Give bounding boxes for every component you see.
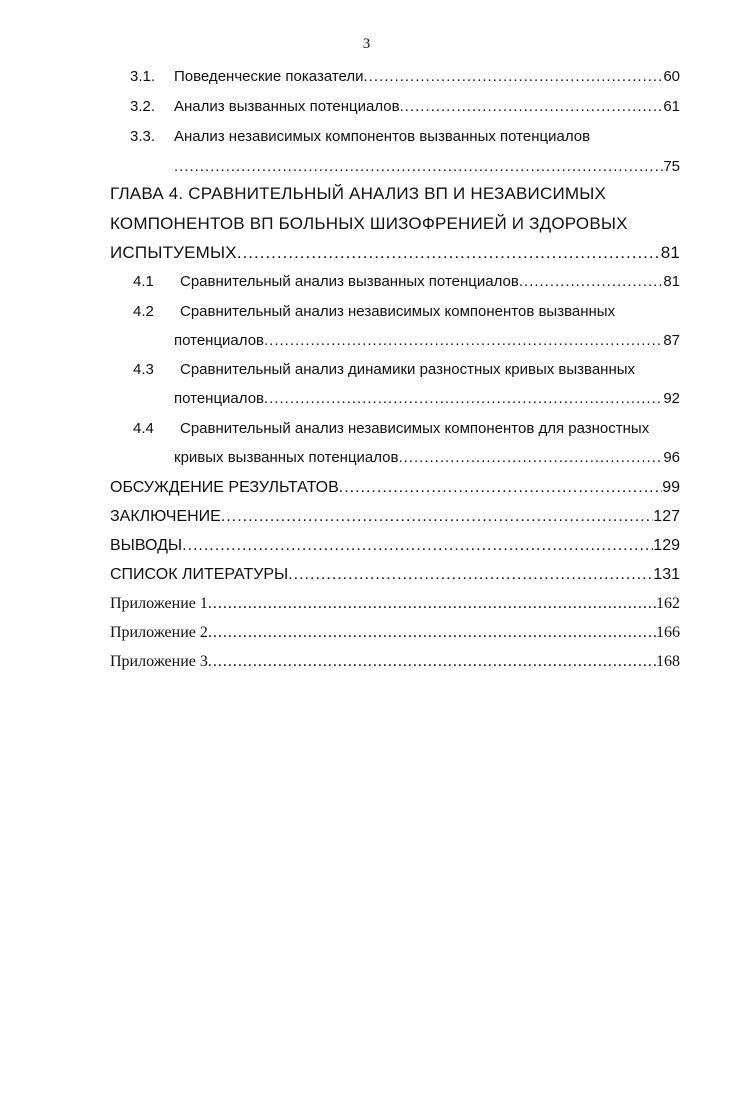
toc-entry-4-2-title[interactable]: Сравнительный анализ независимых компонентов вызванных — [180, 303, 616, 320]
toc-entry-title: СПИСОК ЛИТЕРАТУРЫ — [110, 566, 289, 583]
toc-entry-4-3[interactable] — [174, 389, 680, 409]
toc-entry-4-3-title[interactable]: Сравнительный анализ динамики разностных кривых вызванных — [180, 361, 636, 378]
chapter-4-title-line-2[interactable]: КОМПОНЕНТОВ ВП БОЛЬНЫХ ШИЗОФРЕНИЕЙ И ЗДОРОВЫХ — [110, 214, 628, 233]
toc-entry-appendix-3[interactable] — [110, 652, 680, 672]
toc-entry-3-1[interactable] — [174, 67, 680, 87]
toc-entry-appendix-1[interactable] — [110, 594, 680, 614]
toc-entry-references[interactable] — [110, 565, 680, 585]
toc-entry-title: ОБСУЖДЕНИЕ РЕЗУЛЬТАТОВ — [110, 479, 339, 496]
toc-entry-conclusion[interactable] — [110, 507, 680, 527]
toc-entry-title: ВЫВОДЫ — [110, 537, 183, 554]
toc-page: 99 — [662, 479, 680, 496]
toc-page: 81 — [663, 273, 680, 290]
section-number: 4.4 — [133, 420, 154, 437]
toc-entry-4-2[interactable] — [174, 331, 680, 351]
leader-dots — [221, 507, 653, 527]
toc-entry-title: Приложение 2 — [110, 624, 208, 641]
toc-page: 162 — [656, 595, 680, 612]
toc-entry-3-2[interactable] — [174, 97, 680, 117]
toc-entry-findings[interactable] — [110, 536, 680, 556]
toc-entry-chapter-4[interactable] — [110, 243, 680, 263]
leader-dots — [264, 331, 663, 351]
leader-dots — [400, 97, 664, 117]
section-number: 3.2. — [130, 98, 156, 115]
section-number: 3.1. — [130, 68, 156, 85]
toc-page: 131 — [653, 566, 680, 583]
toc-entry-4-4-title[interactable]: Сравнительный анализ независимых компонентов для разностных — [180, 420, 650, 437]
leader-dots — [399, 448, 664, 468]
leader-dots — [364, 67, 664, 87]
toc-entry-title: потенциалов — [174, 390, 265, 407]
toc-entry-title: кривых вызванных потенциалов — [174, 449, 399, 466]
toc-page: 96 — [663, 449, 680, 466]
toc-entry-discussion[interactable] — [110, 478, 680, 498]
leader-dots — [519, 272, 664, 292]
toc-entry-4-1[interactable] — [180, 272, 680, 292]
leader-dots — [264, 389, 663, 409]
leader-dots — [237, 243, 661, 263]
leader-dots — [208, 594, 656, 614]
toc-entry-title: Поведенческие показатели — [174, 68, 364, 85]
section-number: 4.3 — [133, 361, 154, 378]
toc-entry-title: потенциалов — [174, 332, 265, 349]
page-number: 3 — [362, 36, 371, 52]
toc-page: 92 — [663, 390, 680, 407]
toc-page: 81 — [660, 243, 680, 262]
toc-page: 61 — [663, 98, 680, 115]
toc-page: 166 — [656, 624, 680, 641]
toc-page: 75 — [663, 158, 680, 175]
toc-entry-title: Приложение 3 — [110, 653, 208, 670]
leader-dots — [182, 536, 653, 556]
toc-entry-title: Анализ вызванных потенциалов — [174, 98, 400, 115]
leader-dots — [208, 623, 656, 643]
toc-entry-4-4[interactable] — [174, 448, 680, 468]
toc-entry-title: ИСПЫТУЕМЫХ — [110, 243, 237, 262]
toc-page: 129 — [653, 537, 680, 554]
leader-dots — [339, 478, 662, 498]
toc-entry-3-3[interactable] — [174, 157, 680, 177]
toc-page: 60 — [663, 68, 680, 85]
section-number: 3.3. — [130, 128, 156, 145]
toc-entry-appendix-2[interactable] — [110, 623, 680, 643]
toc-entry-title: Сравнительный анализ вызванных потенциалов — [180, 273, 519, 290]
section-number: 4.1 — [133, 273, 154, 290]
leader-dots — [174, 157, 663, 177]
chapter-4-title-line-1[interactable]: ГЛАВА 4. СРАВНИТЕЛЬНЫЙ АНАЛИЗ ВП И НЕЗАВИСИМЫХ — [110, 184, 607, 203]
toc-entry-3-3-title[interactable]: Анализ независимых компонентов вызванных потенциалов — [174, 128, 591, 145]
toc-page: 168 — [656, 653, 680, 670]
leader-dots — [208, 652, 656, 672]
toc-entry-title: Приложение 1 — [110, 595, 208, 612]
toc-entry-title: ЗАКЛЮЧЕНИЕ — [110, 508, 221, 525]
toc-page: 87 — [663, 332, 680, 349]
toc-page: 127 — [653, 508, 680, 525]
section-number: 4.2 — [133, 303, 154, 320]
leader-dots — [288, 565, 653, 585]
